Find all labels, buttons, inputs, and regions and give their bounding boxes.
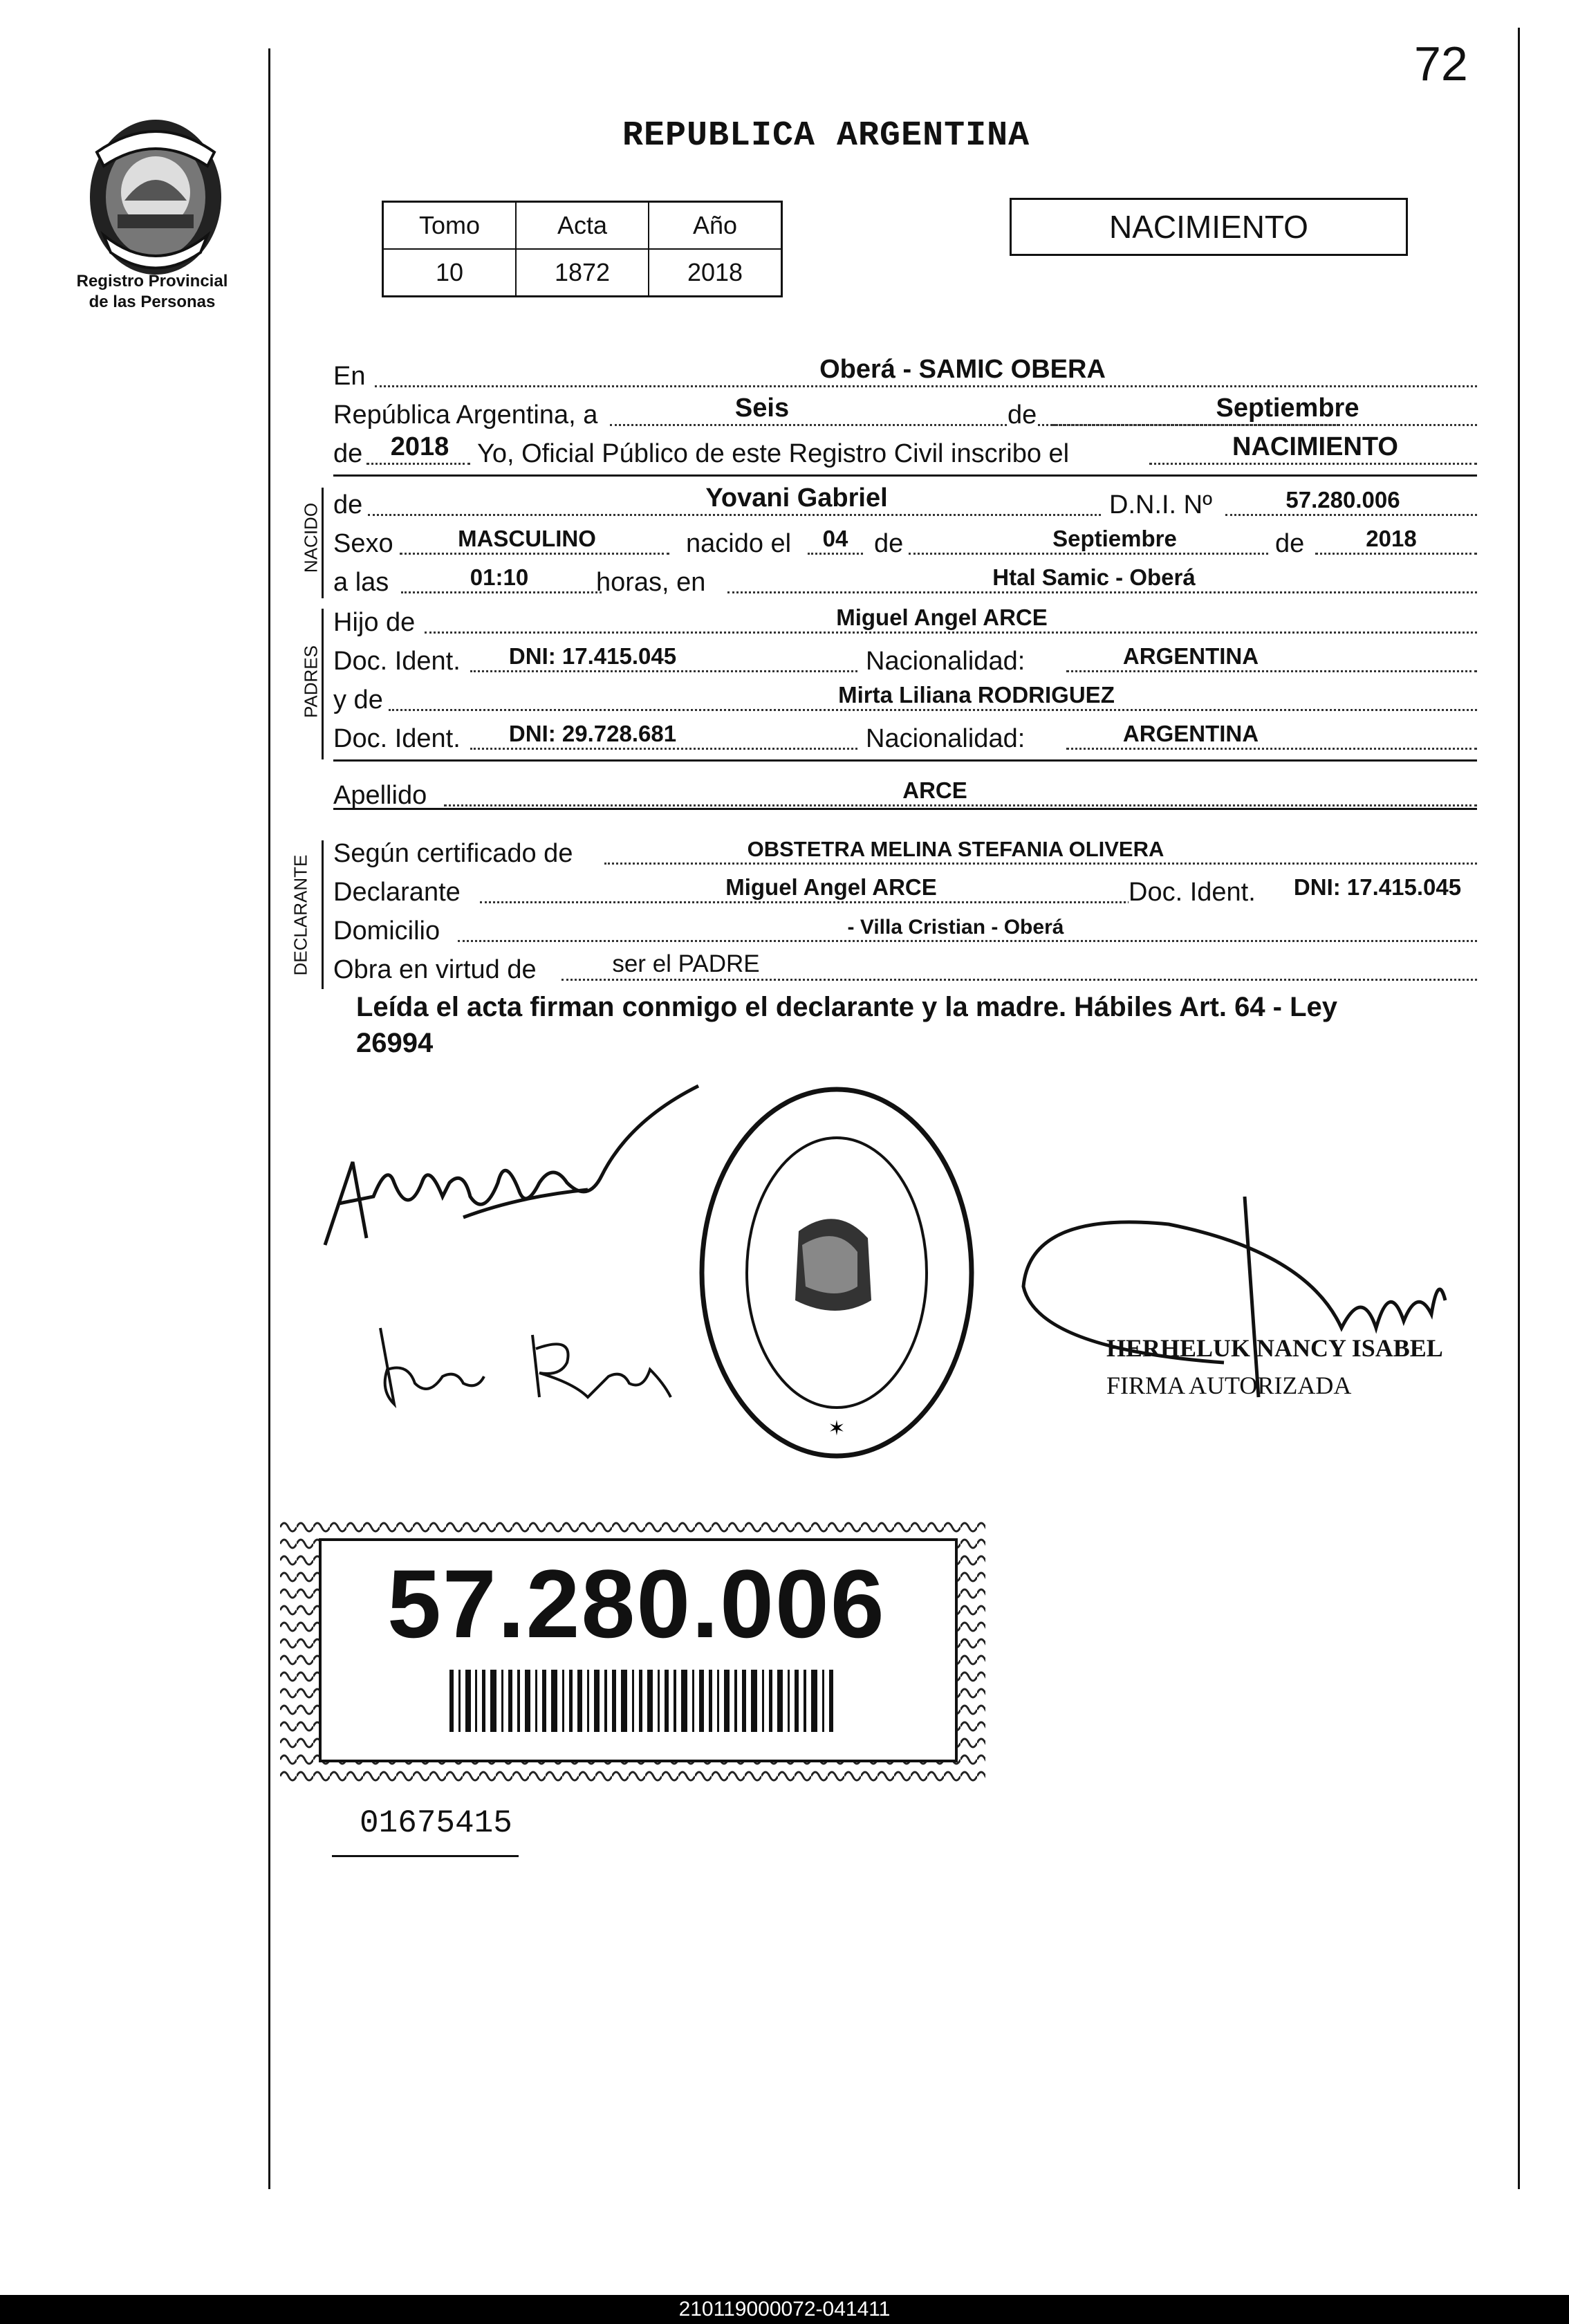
closing-line2: 26994 — [356, 1028, 434, 1058]
mother-signature — [366, 1307, 685, 1418]
mother-nat-label: Nacionalidad: — [866, 724, 1025, 753]
registry-table — [382, 201, 783, 297]
divider — [333, 759, 1477, 762]
divider — [333, 474, 1477, 477]
day-value: Seis — [734, 394, 790, 423]
closing-line1: Leída el acta firman conmigo el declarante y la madre. Hábiles Art. 64 - Ley — [356, 992, 1338, 1022]
dotted-line — [375, 385, 1477, 387]
dotted-line — [727, 591, 1477, 593]
dotted-line — [1315, 553, 1477, 555]
horas-label: horas, en — [596, 568, 706, 597]
dotted-line — [368, 514, 1101, 516]
dotted-line — [909, 553, 1268, 555]
certificado-label: Según certificado de — [333, 839, 573, 868]
row-en — [333, 353, 1477, 394]
certificado-value: OBSTETRA MELINA STEFANIA OLIVERA — [747, 837, 1164, 861]
dotted-line — [480, 901, 1171, 903]
emblem-caption-line2: de las Personas — [89, 293, 216, 311]
mother-nat-value: ARGENTINA — [1122, 721, 1259, 746]
row-nacido-name — [333, 481, 1477, 523]
obra-label: Obra en virtud de — [333, 955, 537, 984]
de-label: de — [333, 490, 363, 519]
province-emblem — [76, 111, 235, 284]
row-father-doc — [333, 638, 1477, 679]
row-hijo-de — [333, 599, 1477, 640]
dotted-line — [1225, 514, 1477, 516]
father-doc-label: Doc. Ident. — [333, 647, 461, 676]
row-republica — [333, 391, 1477, 433]
month-value: Septiembre — [1216, 394, 1359, 423]
birth-year-value: 2018 — [1366, 526, 1417, 551]
footer-code-bar: 210119000072-041411 — [0, 2295, 1569, 2324]
official-stamp — [691, 1079, 982, 1466]
dotted-line — [470, 670, 857, 672]
tomo-header: Tomo — [383, 202, 517, 250]
place-value: Oberá - SAMIC OBERA — [819, 355, 1106, 384]
divider — [333, 808, 1477, 810]
mother-doc-value: DNI: 29.728.681 — [508, 721, 677, 746]
dotted-line — [444, 804, 1477, 806]
id-number: 57.280.006 — [387, 1549, 886, 1658]
row-obra — [333, 946, 1477, 988]
inscribe-value: NACIMIENTO — [1232, 432, 1398, 461]
apellido-value: ARCE — [902, 777, 967, 803]
year-value: 2018 — [390, 432, 449, 461]
dotted-line — [458, 940, 1477, 942]
serial-underline — [332, 1855, 519, 1857]
time-value: 01:10 — [470, 564, 529, 590]
birth-month-value: Septiembre — [1052, 526, 1177, 551]
dotted-line — [401, 591, 602, 593]
declarante-bracket — [322, 840, 324, 989]
official-title: FIRMA AUTORIZADA — [1106, 1372, 1352, 1399]
dotted-line — [1052, 424, 1477, 426]
nacido-section-label: NACIDO — [300, 502, 322, 573]
declarante-value: Miguel Angel ARCE — [725, 874, 937, 900]
de-label: de — [1008, 400, 1037, 430]
anio-value: 2018 — [649, 249, 782, 297]
dotted-line — [470, 748, 857, 750]
row-y-de — [333, 676, 1477, 718]
declarante-label: Declarante — [333, 878, 461, 907]
apellido-label: Apellido — [333, 781, 427, 810]
birth-place-value: Htal Samic - Oberá — [992, 564, 1196, 590]
closing-paragraph — [356, 989, 1463, 1061]
row-declarante — [333, 869, 1477, 910]
republica-label: República Argentina, a — [333, 400, 598, 430]
dni-label: D.N.I. Nº — [1109, 490, 1212, 519]
acta-header: Acta — [516, 202, 649, 250]
emblem-caption — [41, 271, 263, 313]
mother-name-value: Mirta Liliana RODRIGUEZ — [838, 682, 1115, 708]
sexo-label: Sexo — [333, 529, 393, 558]
act-type-box: NACIMIENTO — [1010, 198, 1408, 256]
row-mother-doc — [333, 715, 1477, 757]
child-name-value: Yovani Gabriel — [705, 483, 888, 513]
serial-number: 01675415 — [360, 1805, 512, 1841]
emblem-caption-line1: Registro Provincial — [76, 272, 228, 290]
y-de-label: y de — [333, 685, 383, 714]
row-hora — [333, 559, 1477, 600]
father-nat-label: Nacionalidad: — [866, 647, 1025, 676]
de2-label: de — [333, 439, 363, 468]
padres-section-label: PADRES — [300, 645, 322, 718]
dotted-line — [1149, 463, 1477, 465]
row-inscribo — [333, 430, 1477, 472]
row-apellido — [333, 772, 1477, 813]
dotted-line — [425, 631, 1477, 634]
official-name: HERHELUK NANCY ISABEL — [1106, 1334, 1443, 1362]
en-label: En — [333, 362, 366, 391]
obra-value: ser el PADRE — [612, 950, 760, 977]
a-las-label: a las — [333, 568, 389, 597]
mother-doc-label: Doc. Ident. — [333, 724, 461, 753]
left-margin-line — [268, 48, 270, 2189]
dotted-line — [389, 709, 1477, 711]
tomo-value: 10 — [383, 249, 517, 297]
father-doc-value: DNI: 17.415.045 — [508, 643, 677, 669]
document-title: REPUBLICA ARGENTINA — [622, 116, 1030, 156]
de-label3: de — [1275, 529, 1305, 558]
row-sexo — [333, 520, 1477, 562]
de-label2: de — [874, 529, 904, 558]
acta-value: 1872 — [516, 249, 649, 297]
father-nat-value: ARGENTINA — [1122, 643, 1259, 669]
dotted-line — [561, 979, 1477, 981]
yo-text: Yo, Oficial Público de este Registro Civil inscribo el — [477, 439, 1070, 468]
domicilio-label: Domicilio — [333, 916, 440, 946]
dotted-line — [400, 553, 669, 555]
dotted-line — [808, 553, 863, 555]
hijo-de-label: Hijo de — [333, 608, 416, 637]
dotted-line — [366, 463, 470, 465]
declarante-doc-value: DNI: 17.415.045 — [1293, 874, 1462, 900]
svg-text:✶: ✶ — [828, 1417, 846, 1440]
dotted-line — [1066, 748, 1477, 750]
dotted-line — [1066, 670, 1477, 672]
dni-value: 57.280.006 — [1285, 487, 1400, 513]
domicilio-value: - Villa Cristian - Oberá — [847, 916, 1064, 939]
anio-header: Año — [649, 202, 782, 250]
right-margin-line — [1518, 28, 1520, 2189]
father-name-value: Miguel Angel ARCE — [836, 605, 1048, 630]
declarante-doc-label: Doc. Ident. — [1129, 878, 1256, 907]
nacido-el-label: nacido el — [686, 529, 792, 558]
declarante-section-label: DECLARANTE — [290, 854, 311, 976]
dotted-line — [604, 863, 1477, 865]
sexo-value: MASCULINO — [458, 526, 596, 551]
row-certificado — [333, 830, 1477, 872]
row-domicilio — [333, 907, 1477, 949]
declarant-signature — [311, 1079, 726, 1273]
birth-day-value: 04 — [822, 526, 848, 551]
page-number: 72 — [1414, 37, 1468, 91]
